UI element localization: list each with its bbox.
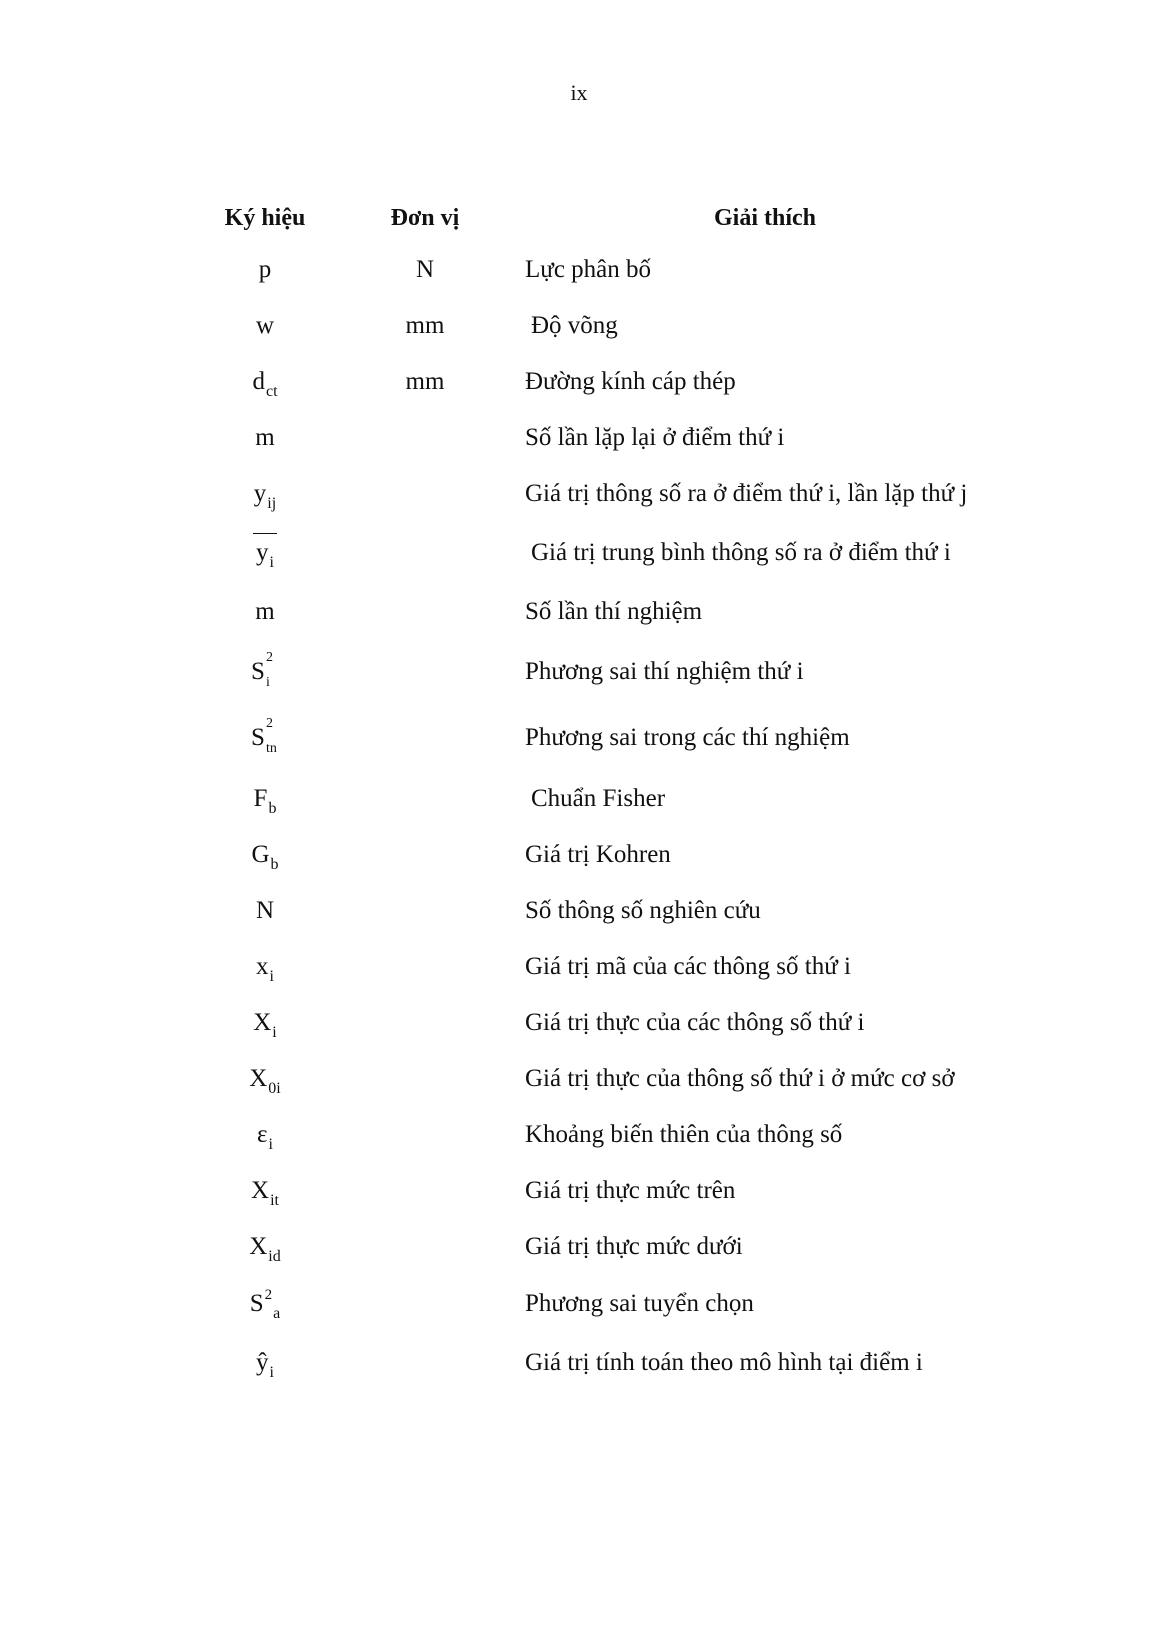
table-row [0, 367, 1158, 400]
symbol-cell: $ŷ_i$ [256, 1349, 274, 1381]
description-cell: Đường kính cáp thép [525, 368, 736, 395]
symbol-cell: $X_{0i}$ [249, 1065, 281, 1097]
symbol-cell: $X_i$ [253, 1009, 277, 1041]
header-description: Giải thích [713, 205, 816, 231]
symbol-cell: $d_{ct}$ [252, 368, 278, 400]
table-row [0, 1176, 1158, 1209]
description-cell: Phương sai tuyển chọn [525, 1290, 754, 1317]
description-cell: Giá trị thực mức trên [525, 1177, 736, 1204]
description-cell: Khoảng biến thiên của thông số [525, 1121, 843, 1148]
symbol-cell: $S^2_a$ [249, 1287, 281, 1322]
table-row [0, 1232, 1158, 1265]
symbol-cell: S 2 tn [251, 716, 277, 756]
table-row [0, 597, 1158, 627]
symbol-cell: m [255, 598, 275, 625]
description-cell: Giá trị Kohren [525, 841, 671, 868]
description-cell: Giá trị thông số ra ở điểm thứ i, lần lặp thứ j [525, 480, 968, 507]
description-cell: Giá trị mã của các thông số thứ i [525, 953, 851, 980]
description-cell: Độ võng [531, 312, 618, 339]
table-row [0, 255, 1158, 285]
description-cell: Lực phân bố [525, 256, 652, 283]
symbol-cell: $y_{ij}$ [253, 480, 277, 512]
description-cell: Giá trị trung bình thông số ra ở điểm thứ i [531, 539, 951, 566]
symbol-cell: S 2 i [251, 650, 273, 690]
description-cell: Số lần lặp lại ở điểm thứ i [525, 424, 785, 451]
symbol-cell: p [258, 256, 272, 283]
description-cell: Phương sai thí nghiệm thứ i [525, 658, 804, 685]
table-row [0, 840, 1158, 873]
symbol-cell: $X_{id}$ [249, 1233, 281, 1265]
description-cell: Giá trị tính toán theo mô hình tại điểm i [525, 1349, 923, 1376]
description-cell: Phương sai trong các thí nghiệm [525, 724, 850, 751]
table-row [0, 311, 1158, 341]
symbol-cell: w [255, 312, 275, 339]
table-row [0, 716, 1158, 756]
table-row [0, 650, 1158, 690]
unit-cell: mm [405, 368, 445, 395]
table-row [0, 1120, 1158, 1153]
page-number: ix [570, 80, 588, 105]
symbol-cell: $F_b$ [253, 785, 277, 817]
description-cell: Giá trị thực của thông số thứ i ở mức cơ sở [525, 1065, 955, 1092]
unit-cell: mm [405, 312, 445, 339]
table-row [0, 479, 1158, 512]
unit-cell: N [415, 256, 435, 283]
table-row [0, 1287, 1158, 1322]
symbol-cell: m [255, 424, 275, 451]
symbol-cell: $\varepsilon_i$ [257, 1121, 273, 1153]
symbol-cell: N [255, 897, 275, 924]
table-row [0, 952, 1158, 985]
description-cell: Giá trị thực mức dưới [525, 1233, 743, 1260]
symbol-cell: $x_i$ [256, 953, 274, 985]
table-row [0, 784, 1158, 817]
table-row [0, 538, 1158, 571]
header-symbol: Ký hiệu [224, 205, 306, 231]
table-row [0, 1064, 1158, 1097]
description-cell: Giá trị thực của các thông số thứ i [525, 1009, 865, 1036]
table-row [0, 423, 1158, 453]
description-cell: Số thông số nghiên cứu [525, 897, 761, 924]
table-row [0, 896, 1158, 926]
table-row [0, 1008, 1158, 1041]
header-unit: Đơn vị [390, 205, 460, 231]
description-cell: Chuẩn Fisher [531, 785, 666, 812]
symbol-cell: $X_{it}$ [251, 1177, 279, 1209]
symbol-cell: $y_i$ [185, 538, 345, 578]
table-row [0, 1348, 1158, 1381]
description-cell: Số lần thí nghiệm [525, 598, 703, 625]
symbol-cell: $G_b$ [251, 841, 279, 873]
